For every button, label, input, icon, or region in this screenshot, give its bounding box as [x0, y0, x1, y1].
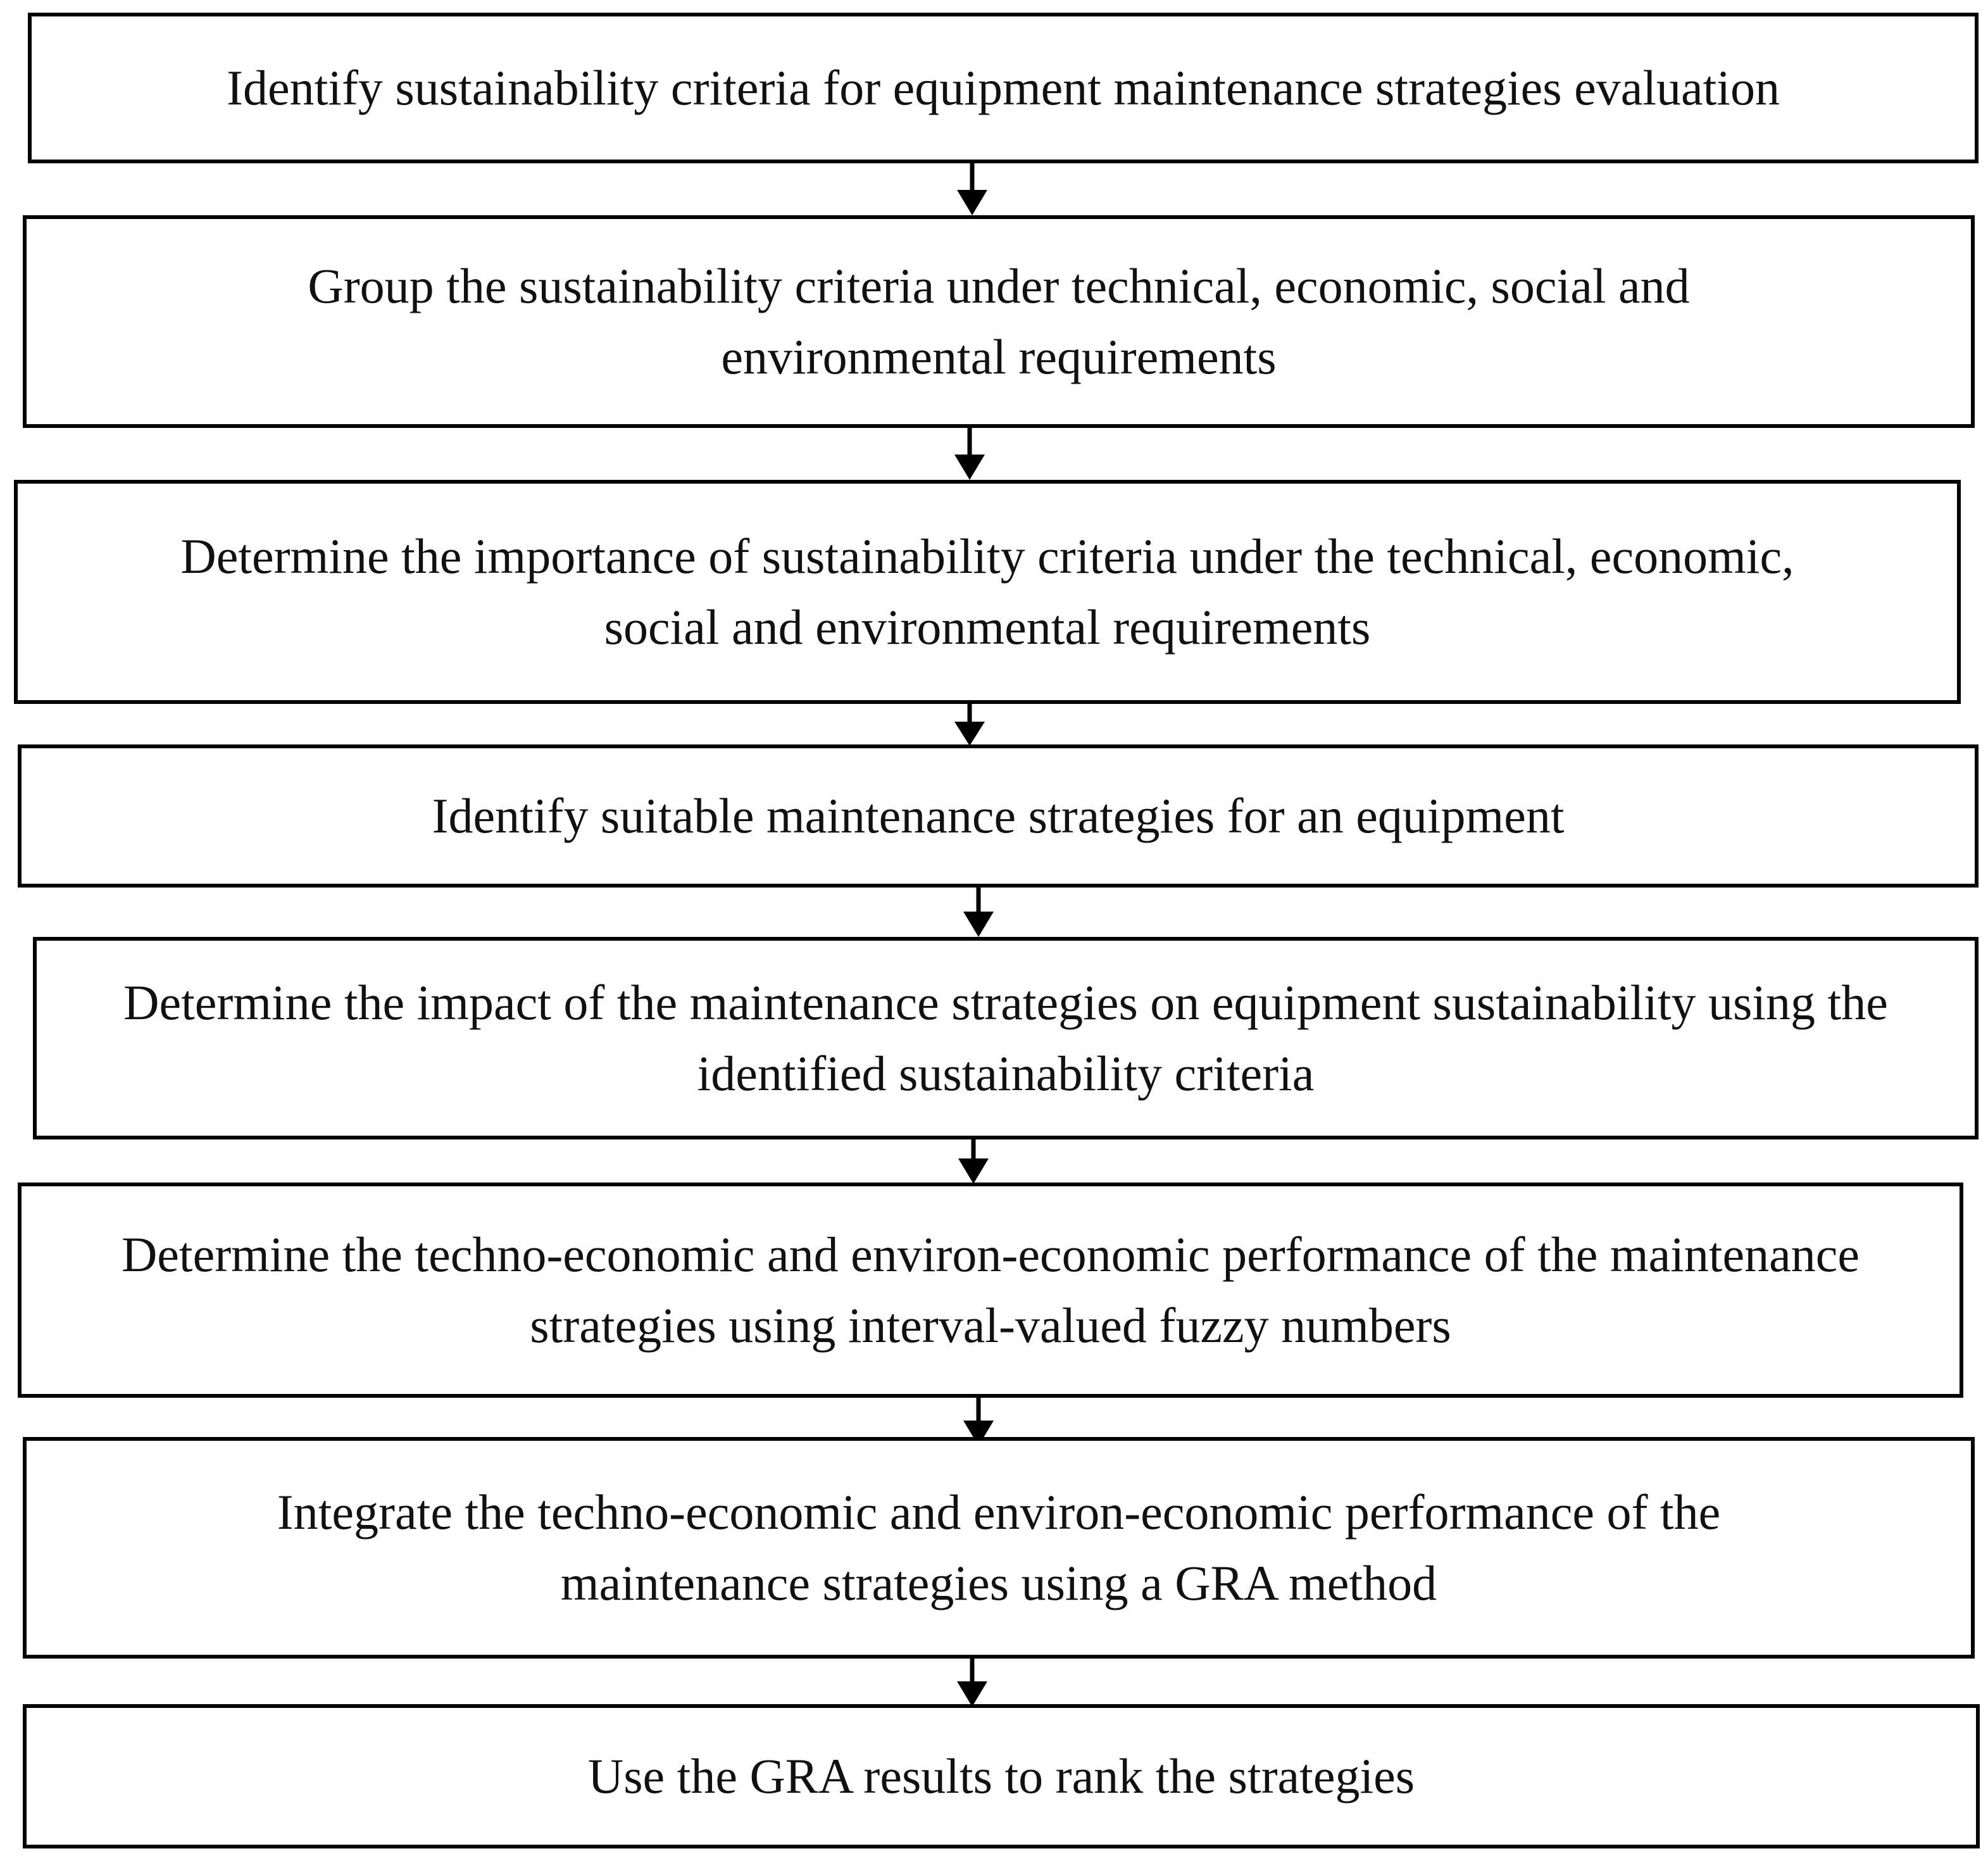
- step-4-box: [18, 744, 1979, 888]
- arrow-down-icon: [954, 704, 985, 746]
- step-1-text: Identify sustainability criteria for equipment maintenance strategies evaluation: [227, 60, 1780, 115]
- step-5-text: Determine the impact of the maintenance strategies on equipment sustainability using the identified sustainability criteria: [123, 975, 1888, 1101]
- step-3-box: [14, 480, 1961, 704]
- arrow-down-icon: [963, 888, 994, 937]
- arrow-down-icon: [954, 428, 985, 480]
- step-6-box: [18, 1183, 1963, 1398]
- arrow-down-icon: [957, 163, 987, 215]
- step-1-box: [28, 13, 1979, 163]
- step-7-box: [23, 1437, 1975, 1659]
- step-6-text: Determine the techno-economic and environ-economic performance of the maintenance strategies using interval-valued fuzzy numbers: [121, 1227, 1860, 1353]
- step-3-text: Determine the importance of sustainability criteria under the technical, economic, social and environmental requirements: [180, 529, 1794, 655]
- step-5-box: [33, 937, 1979, 1139]
- step-4-text: Identify suitable maintenance strategies for an equipment: [432, 788, 1565, 843]
- step-2-text: Group the sustainability criteria under technical, economic, social and environmental requirements: [308, 258, 1690, 384]
- step-8-text: Use the GRA results to rank the strategies: [587, 1748, 1415, 1804]
- step-8-box: [23, 1704, 1980, 1848]
- arrow-down-icon: [958, 1139, 989, 1184]
- arrow-down-icon: [957, 1659, 987, 1707]
- step-2-box: [23, 215, 1975, 428]
- step-7-text: Integrate the techno-economic and environ-economic performance of the maintenance strategies using a GRA method: [277, 1484, 1721, 1610]
